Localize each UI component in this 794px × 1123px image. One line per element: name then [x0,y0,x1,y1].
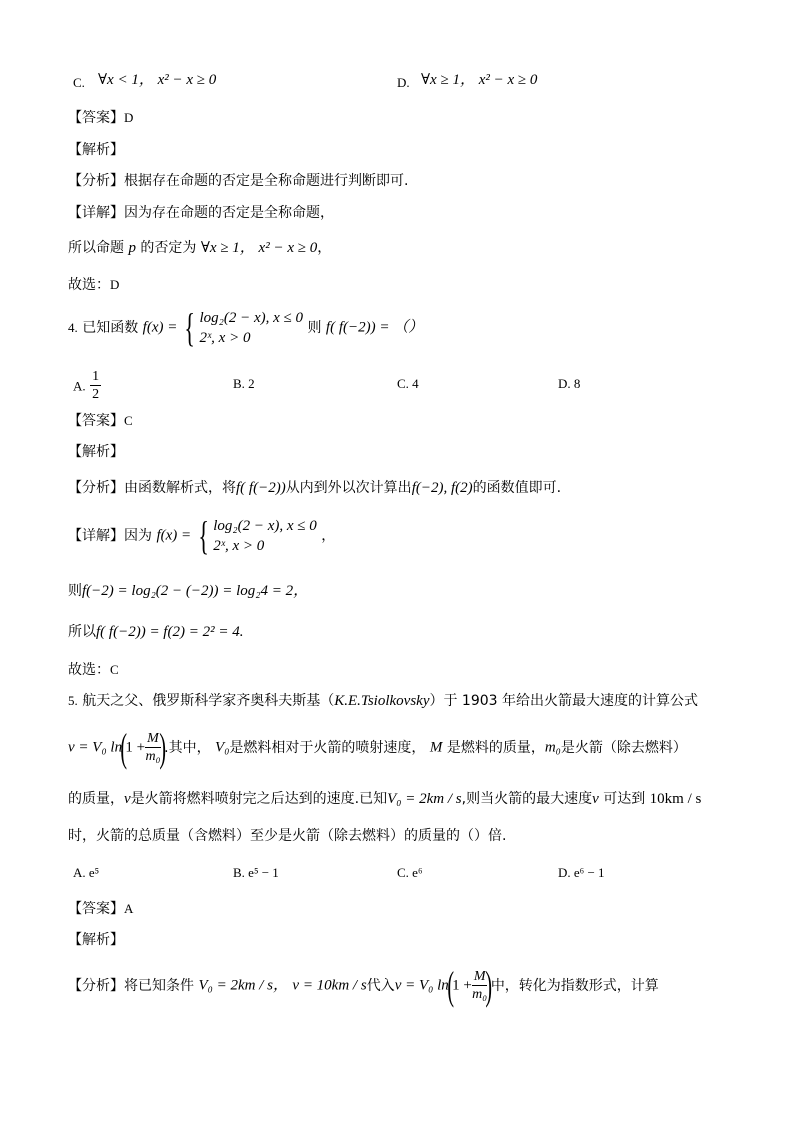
q5-stem-line2: v = V₀ ln(1 + $\frac{M}{\text{m₀}}$ ).其中， V₀是燃料相对于火箭的喷射速度， M 是燃料的质量，m₀是火箭（除去燃料） [68,725,687,770]
q4-xiangjie: 【详解】因为 f(x) = { log₂(2 − x), x ≤ 0 2ˣ, x > 0 ， [68,513,336,558]
q5-stem-line3: 的质量，v是火箭将燃料喷射完之后达到的速度.已知V₀ = 2km / s,则当火箭的最大速度v 可达到 10km / s [68,791,702,807]
q3-answer: 【答案】D [68,110,134,126]
q4-conclusion: 故选：C [68,662,119,678]
q5-option-d: D. e⁶ − 1 [558,865,605,880]
option-c-label: C. [73,75,85,90]
q4-answer: 【答案】C [68,413,133,429]
q3-fenxi: 【分析】根据存在命题的否定是全称命题进行判断即可. [68,173,409,189]
q4-calc2: 所以f( f(−2)) = f(2) = 2² = 4. [68,624,244,640]
q5-answer: 【答案】A [68,901,134,917]
q3-conclusion: 故选：D [68,277,120,293]
q5-fenxi: 【分析】将已知条件 V₀ = 2km / s， v = 10km / s代入v = V₀ ln(1 + $\frac{M}{\text{m₀}}$ )中，转化为指数形式，计算 [68,963,659,1008]
q5-stem-line1: 5. 航天之父、俄罗斯科学家齐奥科夫斯基（K.E.Tsiolkovsky）于 1903 年给出火箭最大速度的计算公式 [68,693,699,709]
q5-option-c: C. e⁶ [397,865,423,880]
q3-xiangjie: 【详解】因为存在命题的否定是全称命题， [68,205,334,221]
q3-negation-line: 所以命题 p 的否定为 ∀x ≥ 1， x² − x ≥ 0， [68,240,332,256]
q4-piecewise: log₂(2 − x), x ≤ 0 2ˣ, x > 0 [199,310,303,346]
q5-formula: v = V₀ ln [68,739,123,756]
q4-fenxi: 【分析】由函数解析式，将f( f(−2))从内到外以次计算出f(−2), f(2)的函数值即可. [68,480,562,496]
option-c-math: ∀x < 1， x² − x ≥ 0 [98,72,217,88]
q4-option-d: D. 8 [558,376,581,391]
q5-option-a: A. e⁵ [73,865,100,880]
option-d-math: ∀x ≥ 1， x² − x ≥ 0 [421,72,538,88]
q5-option-b: B. e⁵ − 1 [233,865,279,880]
q4-option-a: A. $\frac{1}{2}$ [73,369,100,402]
q4-stem: 4. 已知函数 f(x) = { log₂(2 − x), x ≤ 0 2ˣ, x > 0 则 f( f(−2)) = （） [68,305,424,350]
q4-calc1: 则f(−2) = log₂(2 − (−2)) = log₂4 = 2， [68,583,309,599]
q4-option-c: C. 4 [397,376,419,391]
q5-analysis-tag: 【解析】 [68,932,124,948]
q5-stem-line4: 时，火箭的总质量（含燃料）至少是火箭（除去燃料）的质量的（）倍. [68,828,507,844]
q4-analysis-tag: 【解析】 [68,444,124,460]
q4-option-b: B. 2 [233,376,255,391]
option-d-label: D. [397,75,410,90]
q3-analysis-tag: 【解析】 [68,142,124,158]
